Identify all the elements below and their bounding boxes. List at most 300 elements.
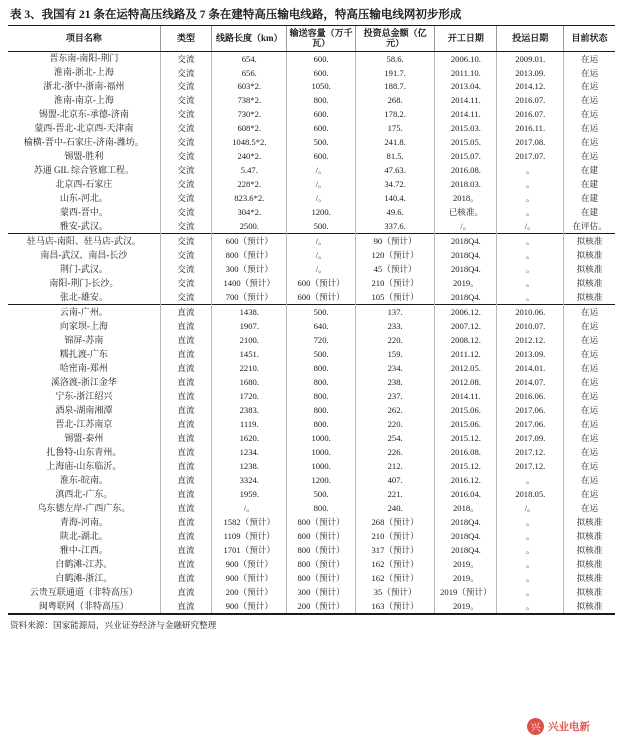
table-row — [8, 178, 615, 192]
line-capacity: 600（预计） — [287, 290, 356, 304]
line-name: 白鹤滩-江苏。 — [8, 557, 160, 571]
line-status: 拟核准 — [576, 292, 603, 303]
line-commission-date: 2013.09. — [497, 347, 563, 361]
line-capacity: 200（预计） — [287, 599, 356, 613]
line-status: 在运 — [580, 109, 599, 120]
line-investment: 212. — [355, 459, 434, 473]
line-investment: 188.7. — [355, 80, 434, 94]
line-investment: 210（预计） — [355, 276, 434, 290]
line-start-date: 2018Q4. — [435, 290, 497, 304]
line-length: 656. — [212, 66, 287, 80]
table-row — [8, 206, 615, 220]
line-name: 上海庙-山东临沂。 — [8, 459, 160, 473]
line-commission-date: /。 — [497, 501, 563, 515]
line-commission-date: 2017.06. — [497, 403, 563, 417]
line-length: 3324. — [212, 473, 287, 487]
line-capacity: 600. — [287, 150, 356, 164]
line-type: 交流 — [160, 248, 211, 262]
line-length: 823.6*2. — [212, 192, 287, 206]
line-commission-date: 。 — [497, 164, 563, 178]
line-type: 直流 — [160, 599, 211, 613]
line-start-date: 2011.12. — [435, 347, 497, 361]
line-start-date: 2007.12. — [435, 319, 497, 333]
line-length: 240*2. — [212, 150, 287, 164]
line-length: 228*2. — [212, 178, 287, 192]
line-name: 乌东德左岸-广西广东。 — [8, 501, 160, 515]
line-start-date: 2018。 — [435, 501, 497, 515]
line-commission-date: 2016.11. — [497, 122, 563, 136]
line-capacity: 800（预计） — [287, 529, 356, 543]
watermark-label: 兴业电新 — [548, 721, 590, 733]
col-header-length: 线路长度（km） — [212, 26, 287, 51]
line-type: 直流 — [160, 459, 211, 473]
line-type: 交流 — [160, 220, 211, 234]
line-commission-date: 2017.09. — [497, 431, 563, 445]
line-status: 在运 — [580, 335, 599, 346]
line-type: 交流 — [160, 234, 211, 248]
line-capacity: 800. — [287, 417, 356, 431]
line-status: 在运 — [580, 95, 599, 106]
line-commission-date: 。 — [497, 599, 563, 613]
line-name: 云南-广州。 — [8, 305, 160, 319]
line-capacity: 500. — [287, 305, 356, 319]
line-type: 交流 — [160, 108, 211, 122]
line-length: 1620. — [212, 431, 287, 445]
line-type: 直流 — [160, 543, 211, 557]
line-investment: 105（预计） — [355, 290, 434, 304]
line-type: 直流 — [160, 529, 211, 543]
line-type: 直流 — [160, 417, 211, 431]
line-name: 向家坝-上海 — [8, 319, 160, 333]
line-length: 1119. — [212, 417, 287, 431]
line-commission-date: 。 — [497, 262, 563, 276]
line-name: 溪洛渡-浙江金华 — [8, 375, 160, 389]
line-start-date: 2013.04. — [435, 80, 497, 94]
table-row — [8, 389, 615, 403]
line-commission-date: 。 — [497, 248, 563, 262]
line-capacity: 600. — [287, 66, 356, 80]
line-start-date: 2018Q4. — [435, 529, 497, 543]
line-length: 738*2. — [212, 94, 287, 108]
line-length: 1907. — [212, 319, 287, 333]
line-name: 哈密南-郑州 — [8, 361, 160, 375]
line-capacity: 1000. — [287, 431, 356, 445]
line-investment: 237. — [355, 389, 434, 403]
table-row — [8, 290, 615, 304]
line-start-date: 2012.05. — [435, 361, 497, 375]
line-investment: 337.6. — [355, 220, 434, 234]
line-start-date: 2018Q4. — [435, 248, 497, 262]
line-status: 在运 — [580, 433, 599, 444]
line-status: 在运 — [580, 67, 599, 78]
table-row — [8, 80, 615, 94]
line-name: 山东-河北。 — [8, 192, 160, 206]
line-start-date: 2015.06. — [435, 403, 497, 417]
line-type: 直流 — [160, 347, 211, 361]
line-status: 拟核准 — [576, 558, 603, 569]
line-start-date: 2015.12. — [435, 431, 497, 445]
line-start-date: 2015.06. — [435, 417, 497, 431]
line-capacity: /。 — [287, 234, 356, 248]
line-start-date: 2014.11. — [435, 108, 497, 122]
line-start-date: 2008.12. — [435, 333, 497, 347]
line-commission-date: 。 — [497, 276, 563, 290]
line-status: 在评估。 — [572, 221, 607, 232]
line-length: 1680. — [212, 375, 287, 389]
table-row — [8, 557, 615, 571]
line-capacity: /。 — [287, 192, 356, 206]
table-row — [8, 403, 615, 417]
line-investment: 140.4. — [355, 192, 434, 206]
line-investment: 220. — [355, 417, 434, 431]
line-length: 900（预计） — [212, 557, 287, 571]
line-type: 直流 — [160, 361, 211, 375]
line-type: 直流 — [160, 473, 211, 487]
line-capacity: 800（预计） — [287, 571, 356, 585]
line-status: 在建 — [580, 207, 599, 218]
table-row — [8, 150, 615, 164]
line-investment: 49.6. — [355, 206, 434, 220]
watermark — [527, 714, 613, 738]
line-length: 2383. — [212, 403, 287, 417]
line-type: 直流 — [160, 305, 211, 319]
line-capacity: 800. — [287, 94, 356, 108]
line-type: 直流 — [160, 375, 211, 389]
line-length: 900（预计） — [212, 599, 287, 613]
line-start-date: 2012.08. — [435, 375, 497, 389]
line-name: 青海-河南。 — [8, 515, 160, 529]
line-length: 304*2. — [212, 206, 287, 220]
line-investment: 317（预计） — [355, 543, 434, 557]
line-type: 交流 — [160, 51, 211, 65]
line-capacity: 640. — [287, 319, 356, 333]
line-capacity: 600. — [287, 51, 356, 65]
line-name: 淮南-浙北-上海 — [8, 66, 160, 80]
table-row — [8, 248, 615, 262]
line-start-date: 2018Q4. — [435, 262, 497, 276]
line-type: 直流 — [160, 403, 211, 417]
line-name: 淮南-南京-上海 — [8, 94, 160, 108]
line-name: 张北-雄安。 — [8, 290, 160, 304]
line-status: 在运 — [580, 377, 599, 388]
line-commission-date: 。 — [497, 515, 563, 529]
line-status: 在运 — [580, 151, 599, 162]
line-capacity: /。 — [287, 178, 356, 192]
line-name: 淮东-皖南。 — [8, 473, 160, 487]
line-commission-date: 。 — [497, 473, 563, 487]
line-length: 1438. — [212, 305, 287, 319]
line-length: 1720. — [212, 389, 287, 403]
watermark-logo-icon: 兴 — [527, 718, 544, 735]
line-commission-date: 2016.07. — [497, 108, 563, 122]
line-name: 蒙西-晋北-北京西-天津南 — [8, 122, 160, 136]
line-investment: 262. — [355, 403, 434, 417]
line-length: 1400（预计） — [212, 276, 287, 290]
line-commission-date: 。 — [497, 529, 563, 543]
line-start-date: 2019。 — [435, 557, 497, 571]
line-commission-date: 。 — [497, 571, 563, 585]
line-name: 滇西北-广东。 — [8, 487, 160, 501]
col-header-name: 项目名称 — [8, 26, 160, 51]
table-header-row — [8, 26, 615, 51]
line-length: 800（预计） — [212, 248, 287, 262]
line-capacity: /。 — [287, 262, 356, 276]
line-length: 5.47. — [212, 164, 287, 178]
line-start-date: 2011.10. — [435, 66, 497, 80]
line-type: 交流 — [160, 290, 211, 304]
table-row — [8, 262, 615, 276]
line-start-date: 2015.12. — [435, 459, 497, 473]
line-type: 直流 — [160, 431, 211, 445]
line-commission-date: 2012.12. — [497, 333, 563, 347]
line-length: 603*2. — [212, 80, 287, 94]
line-name: 陕北-湖北。 — [8, 529, 160, 543]
line-start-date: 2018Q4. — [435, 234, 497, 248]
line-investment: 233. — [355, 319, 434, 333]
line-investment: 220. — [355, 333, 434, 347]
line-capacity: 800. — [287, 375, 356, 389]
line-start-date: /。 — [435, 220, 497, 234]
line-status: 在运 — [580, 321, 599, 332]
table-row — [8, 347, 615, 361]
line-start-date: 2015.07. — [435, 150, 497, 164]
line-length: 1959. — [212, 487, 287, 501]
line-name: 荆门-武汉。 — [8, 262, 160, 276]
line-length: 700（预计） — [212, 290, 287, 304]
line-status: 在运 — [580, 349, 599, 360]
table-row — [8, 361, 615, 375]
line-start-date: 2016.08. — [435, 164, 497, 178]
line-capacity: 720. — [287, 333, 356, 347]
table-row — [8, 431, 615, 445]
line-capacity: 1050. — [287, 80, 356, 94]
line-capacity: 800（预计） — [287, 543, 356, 557]
line-length: 1109（预计） — [212, 529, 287, 543]
table-row — [8, 192, 615, 206]
line-commission-date: 2018.05. — [497, 487, 563, 501]
line-capacity: 600. — [287, 108, 356, 122]
line-name: 浙北-浙中-浙南-福州 — [8, 80, 160, 94]
line-type: 交流 — [160, 178, 211, 192]
line-name: 晋东南-南阳-荆门 — [8, 51, 160, 65]
line-name: 锦屏-苏南 — [8, 333, 160, 347]
line-capacity: 1200. — [287, 473, 356, 487]
line-name: 驻马店-南阳、驻马店-武汉。 — [8, 234, 160, 248]
line-status: 在建 — [580, 165, 599, 176]
line-commission-date: 2010.06. — [497, 305, 563, 319]
line-name: 南昌-武汉、南昌-长沙 — [8, 248, 160, 262]
line-capacity: 1000. — [287, 445, 356, 459]
table-row — [8, 164, 615, 178]
line-length: 600（预计） — [212, 234, 287, 248]
line-investment: 268. — [355, 94, 434, 108]
line-name: 北京西-石家庄 — [8, 178, 160, 192]
line-capacity: 800（预计） — [287, 557, 356, 571]
line-investment: 226. — [355, 445, 434, 459]
line-commission-date: 2014.12. — [497, 80, 563, 94]
line-start-date: 2016.08. — [435, 445, 497, 459]
line-commission-date: 2017.12. — [497, 445, 563, 459]
line-investment: 81.5. — [355, 150, 434, 164]
line-name: 扎鲁特-山东青州。 — [8, 445, 160, 459]
line-status: 在运 — [580, 137, 599, 148]
table-row — [8, 501, 615, 515]
line-investment: 47.63. — [355, 164, 434, 178]
line-type: 直流 — [160, 487, 211, 501]
line-status: 在运 — [580, 461, 599, 472]
line-status: 在运 — [580, 447, 599, 458]
line-status: 拟核准 — [576, 572, 603, 583]
table-row — [8, 220, 615, 234]
line-commission-date: 。 — [497, 290, 563, 304]
line-type: 交流 — [160, 206, 211, 220]
table-row — [8, 94, 615, 108]
table-row — [8, 599, 615, 613]
line-length: 300（预计） — [212, 262, 287, 276]
line-investment: 240. — [355, 501, 434, 515]
line-investment: 234. — [355, 361, 434, 375]
line-investment: 159. — [355, 347, 434, 361]
col-header-commission-date: 投运日期 — [497, 26, 563, 51]
table-row — [8, 487, 615, 501]
col-header-type: 类型 — [160, 26, 211, 51]
table-row — [8, 529, 615, 543]
line-status: 拟核准 — [576, 250, 603, 261]
line-status: 拟核准 — [576, 278, 603, 289]
line-start-date: 2006.10. — [435, 51, 497, 65]
line-commission-date: 2010.07. — [497, 319, 563, 333]
line-name: 蒙西-晋中。 — [8, 206, 160, 220]
line-capacity: 800. — [287, 501, 356, 515]
line-type: 直流 — [160, 333, 211, 347]
line-length: 2210. — [212, 361, 287, 375]
line-type: 交流 — [160, 94, 211, 108]
table-row — [8, 333, 615, 347]
line-start-date: 2019。 — [435, 276, 497, 290]
line-status: 拟核准 — [576, 544, 603, 555]
line-start-date: 2016.12. — [435, 473, 497, 487]
line-type: 直流 — [160, 501, 211, 515]
line-type: 交流 — [160, 80, 211, 94]
table-title: 表 3、我国有 21 条在运特高压线路及 7 条在建特高压输电线路，特高压输电线网初步形成 — [10, 9, 462, 21]
line-capacity: 800（预计） — [287, 515, 356, 529]
line-status: 拟核准 — [576, 264, 603, 275]
line-investment: 120（预计） — [355, 248, 434, 262]
line-investment: 175. — [355, 122, 434, 136]
line-length: 1701（预计） — [212, 543, 287, 557]
line-investment: 162（预计） — [355, 557, 434, 571]
line-commission-date: 2016.07. — [497, 94, 563, 108]
line-name: 酒泉-湖南湘潭 — [8, 403, 160, 417]
col-header-capacity: 输送容量（万千瓦） — [287, 26, 356, 51]
line-type: 直流 — [160, 445, 211, 459]
table-row — [8, 515, 615, 529]
line-investment: 90（预计） — [355, 234, 434, 248]
line-capacity: 800. — [287, 361, 356, 375]
line-capacity: 800. — [287, 403, 356, 417]
line-name: 白鹤滩-浙江。 — [8, 571, 160, 585]
line-length: 900（预计） — [212, 571, 287, 585]
line-investment: 178.2. — [355, 108, 434, 122]
line-length: 200（预计） — [212, 585, 287, 599]
table-row — [8, 51, 615, 65]
source-note: 资料来源：国家能源局，兴业证券经济与金融研究整理 — [8, 614, 615, 631]
line-type: 直流 — [160, 515, 211, 529]
line-investment: 137. — [355, 305, 434, 319]
line-commission-date: 2009.01. — [497, 51, 563, 65]
line-type: 交流 — [160, 164, 211, 178]
table-container — [8, 25, 615, 614]
line-status: 在运 — [580, 391, 599, 402]
line-commission-date: /。 — [497, 220, 563, 234]
line-capacity: 800. — [287, 389, 356, 403]
line-start-date: 已核准。 — [435, 206, 497, 220]
line-name: 闽粤联网（非特高压） — [8, 599, 160, 613]
table-body — [8, 51, 615, 613]
line-length: 1238. — [212, 459, 287, 473]
line-capacity: 1200. — [287, 206, 356, 220]
line-commission-date: 。 — [497, 192, 563, 206]
line-capacity: 600（预计） — [287, 276, 356, 290]
table-row — [8, 445, 615, 459]
line-type: 交流 — [160, 136, 211, 150]
line-length: 2500. — [212, 220, 287, 234]
table-row — [8, 319, 615, 333]
line-status: 拟核准 — [576, 530, 603, 541]
line-type: 直流 — [160, 585, 211, 599]
line-start-date: 2018Q4. — [435, 543, 497, 557]
line-commission-date: 2017.07. — [497, 150, 563, 164]
line-commission-date: 2017.12. — [497, 459, 563, 473]
line-type: 交流 — [160, 150, 211, 164]
col-header-investment: 投资总金额（亿元） — [355, 26, 434, 51]
line-name: 苏通 GIL 综合管廊工程。 — [8, 164, 160, 178]
line-capacity: /。 — [287, 164, 356, 178]
line-type: 交流 — [160, 262, 211, 276]
line-commission-date: 2017.06. — [497, 417, 563, 431]
line-investment: 407. — [355, 473, 434, 487]
line-start-date: 2018。 — [435, 192, 497, 206]
line-start-date: 2019。 — [435, 571, 497, 585]
line-name: 糯扎渡-广东 — [8, 347, 160, 361]
line-length: 608*2. — [212, 122, 287, 136]
line-investment: 238. — [355, 375, 434, 389]
line-investment: 45（预计） — [355, 262, 434, 276]
line-type: 交流 — [160, 66, 211, 80]
line-type: 直流 — [160, 319, 211, 333]
line-status: 在运 — [580, 419, 599, 430]
line-investment: 34.72. — [355, 178, 434, 192]
table-row — [8, 305, 615, 319]
line-name: 宁东-浙江绍兴 — [8, 389, 160, 403]
line-start-date: 2006.12. — [435, 305, 497, 319]
table-row — [8, 473, 615, 487]
line-name: 晋北-江苏南京 — [8, 417, 160, 431]
line-capacity: 600. — [287, 122, 356, 136]
line-type: 直流 — [160, 557, 211, 571]
line-commission-date: 2016.06. — [497, 389, 563, 403]
uhv-lines-table — [8, 26, 615, 613]
table-row — [8, 66, 615, 80]
line-capacity: 500. — [287, 136, 356, 150]
line-name: 锡盟-北京东-承德-济南 — [8, 108, 160, 122]
table-row — [8, 375, 615, 389]
line-length: /。 — [212, 501, 287, 515]
line-commission-date: 2013.09. — [497, 66, 563, 80]
line-length: 654. — [212, 51, 287, 65]
line-name: 云贵互联通道（非特高压） — [8, 585, 160, 599]
line-capacity: 500. — [287, 487, 356, 501]
